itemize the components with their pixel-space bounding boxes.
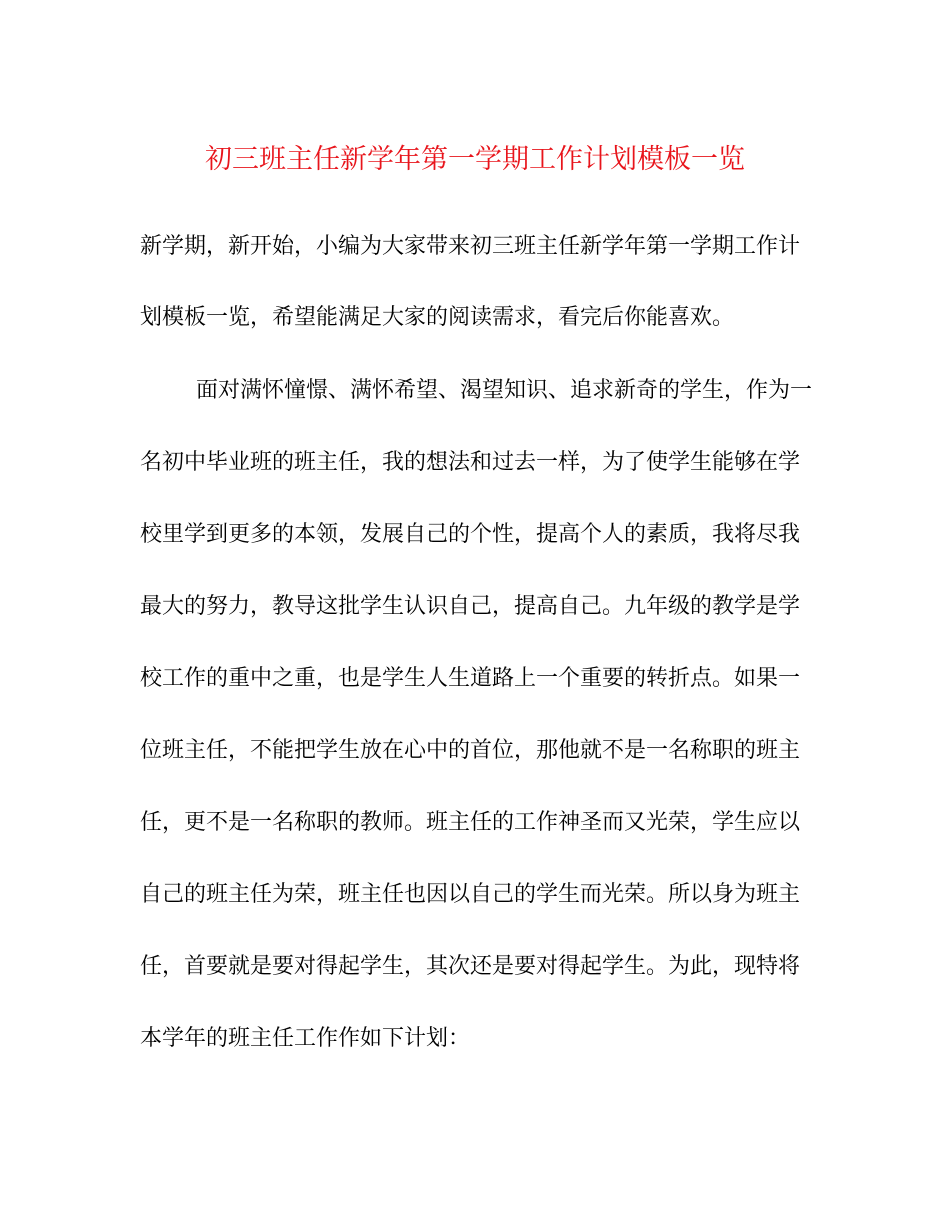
paragraph-line: 最大的努力，教导这批学生认识自己，提高自己。九年级的教学是学 [140, 594, 801, 619]
paragraph-line: 本学年的班主任工作作如下计划： [140, 1026, 471, 1051]
paragraph-line: 校里学到更多的本领，发展自己的个性，提高个人的素质，我将尽我 [140, 522, 801, 547]
paragraph-line: 位班主任，不能把学生放在心中的首位，那他就不是一名称职的班主 [140, 738, 801, 763]
paragraph-line: 校工作的重中之重，也是学生人生道路上一个重要的转折点。如果一 [140, 666, 801, 691]
paragraph-line: 任，更不是一名称职的教师。班主任的工作神圣而又光荣，学生应以 [140, 810, 801, 835]
intro-line: 新学期，新开始，小编为大家带来初三班主任新学年第一学期工作计 [140, 234, 801, 259]
paragraph-line: 面对满怀憧憬、满怀希望、渴望知识、追求新奇的学生，作为一 [196, 378, 813, 403]
paragraph-line: 自己的班主任为荣，班主任也因以自己的学生而光荣。所以身为班主 [140, 882, 801, 907]
intro-line: 划模板一览，希望能满足大家的阅读需求，看完后你能喜欢。 [140, 305, 735, 330]
paragraph-line: 名初中毕业班的班主任，我的想法和过去一样，为了使学生能够在学 [140, 450, 801, 475]
document-title: 初三班主任新学年第一学期工作计划模板一览 [205, 144, 745, 175]
paragraph-line: 任，首要就是要对得起学生，其次还是要对得起学生。为此，现特将 [140, 954, 801, 979]
